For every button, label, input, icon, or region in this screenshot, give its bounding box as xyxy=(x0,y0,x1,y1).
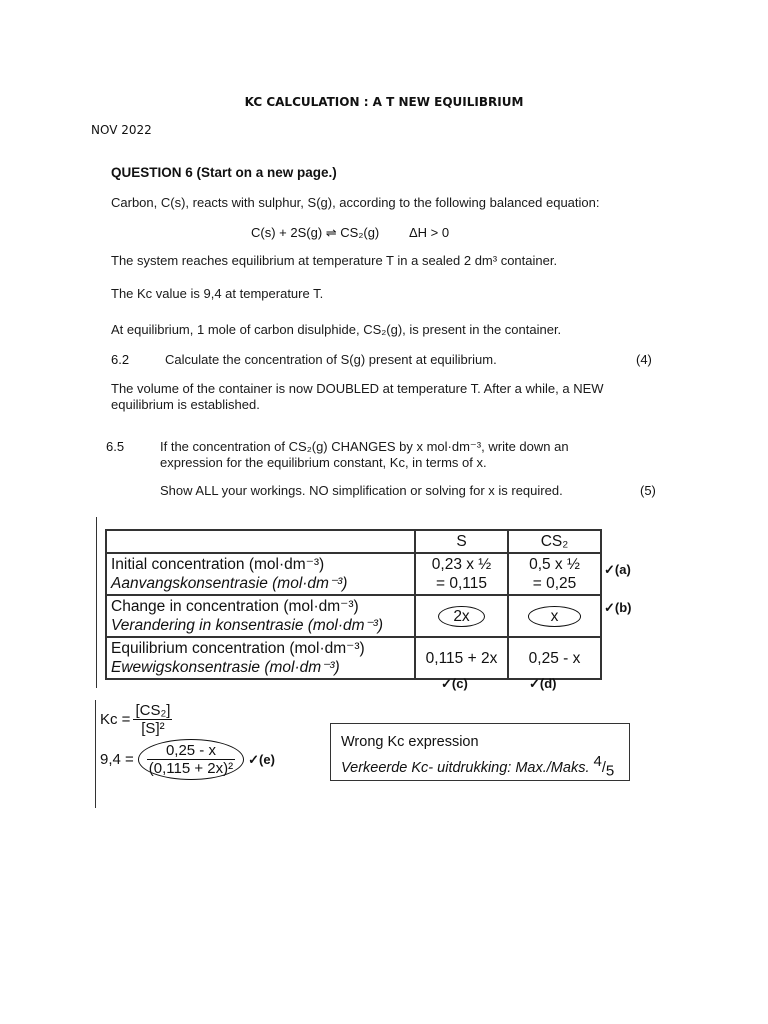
tick-c: ✓(c) xyxy=(441,676,468,691)
kc-numerator: [CS₂] xyxy=(135,702,171,719)
tick-d: ✓(d) xyxy=(529,676,557,691)
question-intro: Carbon, C(s), reacts with sulphur, S(g), according to the following balanced equation: xyxy=(111,195,600,210)
document-date: NOV 2022 xyxy=(91,123,152,137)
q62-marks: (4) xyxy=(636,352,652,367)
memo-row-change xyxy=(106,595,601,637)
kc-fraction-substituted xyxy=(147,742,235,777)
cell-line: = 0,115 xyxy=(436,575,487,592)
tick-a: ✓(a) xyxy=(604,562,631,577)
kc-substituted xyxy=(100,739,275,780)
cell-line: = 0,25 xyxy=(532,575,577,592)
wrong-expression-box xyxy=(330,723,630,781)
kc-lhs-value: 9,4 = xyxy=(100,751,134,768)
equation-text: C(s) + 2S(g) ⇌ CS₂(g) xyxy=(251,225,380,240)
kc-general xyxy=(100,702,275,737)
row-label xyxy=(106,553,415,595)
paragraph-line-a: The volume of the container is now DOUBLED at temperature T. After a while, a NEW xyxy=(111,381,604,396)
tick-e: ✓(e) xyxy=(248,751,275,767)
label-english: Change in concentration (mol·dm⁻³) xyxy=(111,598,359,615)
kc-expression xyxy=(100,702,275,780)
question-line-3: At equilibrium, 1 mole of carbon disulphide, CS₂(g), is present in the container. xyxy=(111,322,562,337)
question-heading: QUESTION 6 (Start on a new page.) xyxy=(111,165,337,180)
kc-lhs: Kc = xyxy=(100,711,131,728)
memo-header-row xyxy=(106,530,601,553)
q65-text-a: If the concentration of CS₂(g) CHANGES by x mol·dm⁻³, write down an xyxy=(160,439,569,454)
circled-value: x xyxy=(528,606,582,627)
kc-numerator-substituted: 0,25 - x xyxy=(147,742,235,760)
cell-cs2: 0,25 - x xyxy=(508,637,601,679)
max-marks-denominator: 5 xyxy=(605,762,615,780)
memo-row-initial xyxy=(106,553,601,595)
cell-cs2 xyxy=(508,553,601,595)
q65-show: Show ALL your workings. NO simplification or solving for x is required. xyxy=(160,483,563,498)
q62-number: 6.2 xyxy=(111,352,130,367)
memo-header-cs2: CS₂ xyxy=(508,530,601,553)
label-afrikaans: Aanvangskonsentrasie (mol·dm⁻³) xyxy=(111,575,348,592)
kc-denominator: [S]² xyxy=(141,720,165,737)
q65-number: 6.5 xyxy=(106,439,125,454)
row-label xyxy=(106,637,415,679)
label-english: Initial concentration (mol·dm⁻³) xyxy=(111,556,325,573)
cell-line: 0,5 x ½ xyxy=(529,556,580,573)
wrong-expression-afrikaans: Verkeerde Kc- uitdrukking: Max./Maks. xyxy=(341,759,590,776)
q65-marks: (5) xyxy=(640,483,656,498)
question-line-1: The system reaches equilibrium at temperature T in a sealed 2 dm³ container. xyxy=(111,253,558,268)
label-afrikaans: Ewewigskonsentrasie (mol·dm⁻³) xyxy=(111,659,340,676)
label-afrikaans: Verandering in konsentrasie (mol·dm⁻³) xyxy=(111,617,384,634)
label-english: Equilibrium concentration (mol·dm⁻³) xyxy=(111,640,365,657)
paragraph-line-b: equilibrium is established. xyxy=(111,397,260,412)
row-label xyxy=(106,595,415,637)
memo-header-s: S xyxy=(415,530,508,553)
memo-table xyxy=(105,529,602,680)
q62-text: Calculate the concentration of S(g) present at equilibrium. xyxy=(165,352,497,367)
tick-b: ✓(b) xyxy=(604,600,632,615)
balanced-equation xyxy=(251,225,450,241)
cell-cs2 xyxy=(508,595,601,637)
max-marks-numerator: 4 xyxy=(593,753,602,770)
memo-header-empty xyxy=(106,530,415,553)
cell-s xyxy=(415,553,508,595)
cell-s: 0,115 + 2x xyxy=(415,637,508,679)
enthalpy-text: ΔH > 0 xyxy=(409,225,450,240)
circled-fraction xyxy=(138,739,244,780)
cell-s xyxy=(415,595,508,637)
kc-left-border xyxy=(95,700,96,808)
memo-left-border xyxy=(96,517,97,688)
wrong-expression-afrikaans-line: Verkeerde Kc- uitdrukking: Max./Maks. $^4/_5$ xyxy=(341,753,615,780)
kc-fraction xyxy=(133,702,172,737)
q65-text-b: expression for the equilibrium constant, Kc, in terms of x. xyxy=(160,455,487,470)
circled-value: 2x xyxy=(438,606,484,627)
cell-line: 0,23 x ½ xyxy=(431,556,492,573)
document-title: KC CALCULATION : A T NEW EQUILIBRIUM xyxy=(244,95,524,109)
question-line-2: The Kc value is 9,4 at temperature T. xyxy=(111,286,324,301)
wrong-expression-english: Wrong Kc expression xyxy=(341,734,479,750)
memo-row-equilibrium xyxy=(106,637,601,679)
kc-denominator-substituted: (0,115 + 2x)² xyxy=(148,760,234,777)
